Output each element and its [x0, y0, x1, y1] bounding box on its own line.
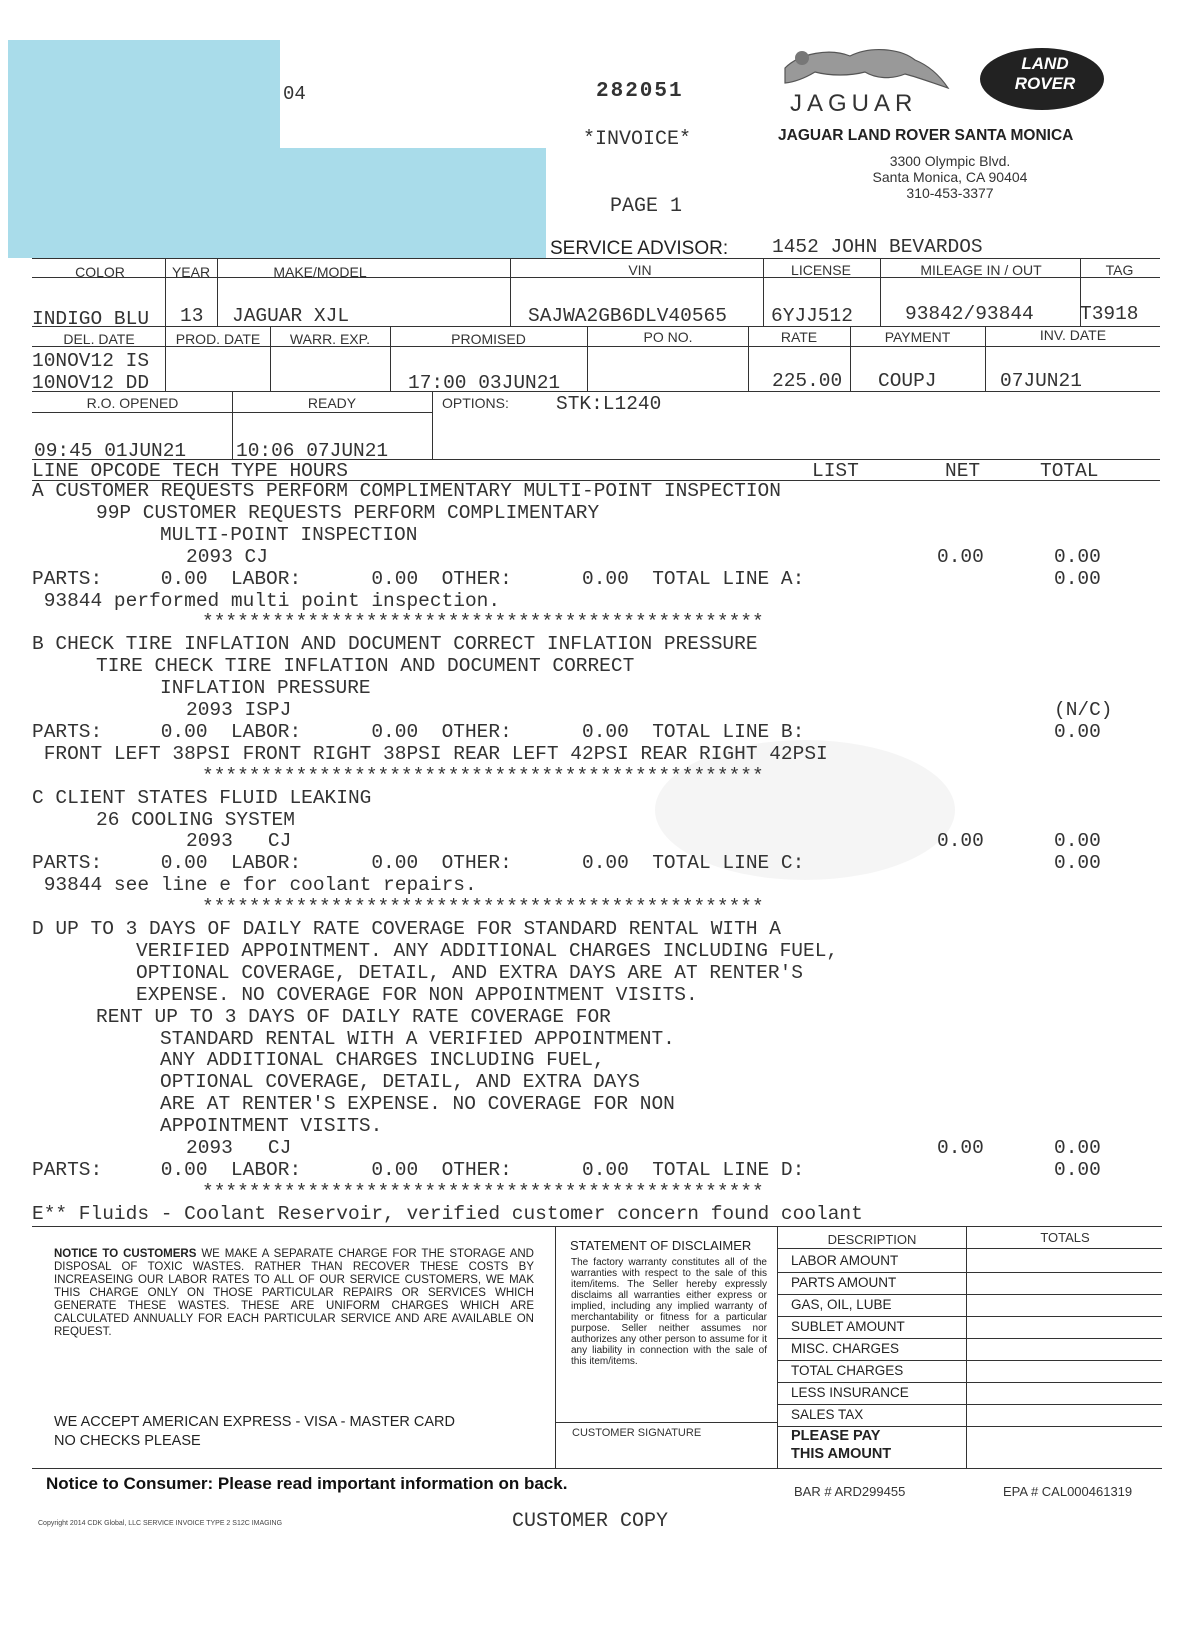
- please-pay-line1: PLEASE PAY: [791, 1428, 881, 1444]
- summary-row-line: [777, 1360, 1162, 1361]
- line-item-text: STANDARD RENTAL WITH A VERIFIED APPOINTMENT.: [160, 1027, 675, 1050]
- line-item-text: ARE AT RENTER'S EXPENSE. NO COVERAGE FOR NON: [160, 1093, 675, 1116]
- col-mileage-header: MILEAGE IN / OUT: [920, 262, 1042, 278]
- footer-divider-3: [966, 1226, 967, 1468]
- summary-row-label: SUBLET AMOUNT: [791, 1319, 905, 1334]
- col-make-model-header: MAKE/MODEL: [273, 264, 367, 280]
- line-item-text: ************************************************: [202, 896, 764, 919]
- footer-top-line: [32, 1226, 1162, 1227]
- promised-header: PROMISED: [451, 331, 526, 347]
- notice-bold: NOTICE TO CUSTOMERS: [54, 1248, 197, 1260]
- line-item-text: VERIFIED APPOINTMENT. ANY ADDITIONAL CHARGES INCLUDING FUEL,: [136, 939, 839, 962]
- line-total-value: 0.00: [1054, 852, 1101, 875]
- col-color-header: COLOR: [75, 264, 125, 280]
- line-item-text: RENT UP TO 3 DAYS OF DAILY RATE COVERAGE FOR: [96, 1005, 611, 1028]
- line-total-value: 0.00: [1054, 545, 1101, 568]
- service-advisor-label: SERVICE ADVISOR:: [550, 238, 729, 259]
- line-item-text: 2093 CJ: [186, 1137, 292, 1159]
- totals-header: TOTALS: [1040, 1230, 1090, 1245]
- divider: [390, 326, 391, 391]
- jaguar-leaper-icon: [780, 38, 950, 93]
- line-item-text: C CLIENT STATES FLUID LEAKING: [32, 786, 372, 809]
- po-no-header: PO NO.: [643, 329, 693, 345]
- divider: [165, 326, 166, 391]
- line-item-text: PARTS: 0.00 LABOR: 0.00 OTHER: 0.00 TOTAL LINE D:: [32, 1158, 805, 1181]
- divider: [270, 326, 271, 391]
- col-net-header: NET: [945, 460, 981, 482]
- prod-date-header: PROD. DATE: [175, 331, 261, 347]
- line-item-text: ************************************************: [202, 764, 764, 787]
- divider: [587, 326, 588, 391]
- signature-line: [555, 1422, 777, 1423]
- line-item-text: PARTS: 0.00 LABOR: 0.00 OTHER: 0.00 TOTAL LINE A:: [32, 567, 805, 590]
- table-row2-bottom-line: [32, 391, 1160, 392]
- summary-row-label: MISC. CHARGES: [791, 1341, 900, 1356]
- page-label: PAGE 1: [610, 195, 683, 218]
- col-license-header: LICENSE: [791, 262, 851, 278]
- rate-header: RATE: [780, 329, 818, 345]
- summary-row-line: [777, 1316, 1162, 1317]
- summary-row-label: PARTS AMOUNT: [791, 1275, 897, 1290]
- del-date-value-2: 10NOV12 DD: [32, 372, 150, 394]
- invoice-number: 282051: [596, 80, 684, 103]
- redacted-block-bottom: [270, 148, 546, 258]
- epa-number: EPA # CAL000461319: [1003, 1484, 1133, 1499]
- line-item-text: INFLATION PRESSURE: [160, 677, 371, 700]
- disclaimer-title: STATEMENT OF DISCLAIMER: [570, 1238, 752, 1253]
- line-net-value: 0.00: [937, 830, 984, 853]
- summary-row-label: TOTAL CHARGES: [791, 1363, 904, 1378]
- del-date-header: DEL. DATE: [63, 331, 135, 347]
- color-value: INDIGO BLU: [32, 308, 150, 330]
- notice-text: WE MAKE A SEPARATE CHARGE FOR THE STORAGE AND DISPOSAL OF TOXIC WASTES. RATHER THAN RECOVER THESE COSTS BY INCREASEING OUR LABOR RATES TO ALL OF OUR SERVICE CUSTOMERS, WE MAK THIS CHARGE ONLY ON THOSE PARTICULAR REPAIRS OR SERVICES WHICH GENERATE THESE WASTES. THESE ARE UNIFORM CHARGES WHICH ARE CALCULATED ANNUALLY FOR EACH PARTICULAR SERVICE AND ARE AVAILABLE ON REQUEST.: [54, 1248, 534, 1338]
- line-total-value: 0.00: [1054, 1158, 1101, 1181]
- divider: [850, 326, 851, 391]
- line-item-text: E** Fluids - Coolant Reservoir, verified customer concern found coolant: [32, 1202, 863, 1225]
- line-total-value: (N/C): [1054, 699, 1113, 721]
- col-tag-header: TAG: [1105, 262, 1134, 278]
- inv-date-header: INV. DATE: [1039, 327, 1107, 343]
- col-list-header: LIST: [812, 460, 859, 482]
- year-value: 13: [180, 305, 204, 327]
- license-value: 6YJJ512: [771, 305, 853, 327]
- line-total-value: 0.00: [1054, 720, 1101, 743]
- line-item-text: 99P CUSTOMER REQUESTS PERFORM COMPLIMENTARY: [96, 501, 600, 524]
- copyright: Copyright 2014 CDK Global, LLC SERVICE INVOICE TYPE 2 S12C IMAGING: [38, 1520, 283, 1527]
- inv-date-value: 07JUN21: [1000, 370, 1082, 392]
- line-total-value: 0.00: [1054, 1137, 1101, 1159]
- line-item-text: MULTI-POINT INSPECTION: [160, 523, 418, 546]
- customer-copy: CUSTOMER COPY: [512, 1510, 669, 1533]
- description-header: DESCRIPTION: [827, 1232, 917, 1247]
- rate-value: 225.00: [772, 370, 843, 392]
- service-advisor-value: 1452 JOHN BEVARDOS: [772, 236, 983, 258]
- landrover-logo-text-2: ROVER: [1014, 74, 1076, 93]
- col-vin-header: VIN: [628, 262, 652, 278]
- divider: [985, 326, 986, 391]
- summary-row-label: LABOR AMOUNT: [791, 1253, 899, 1268]
- line-item-text: OPTIONAL COVERAGE, DETAIL, AND EXTRA DAYS ARE AT RENTER'S: [136, 961, 804, 984]
- summary-row-label: SALES TAX: [791, 1407, 864, 1422]
- jaguar-logo-text: JAGUAR: [790, 90, 918, 117]
- dealer-phone: 310-453-3377: [906, 185, 994, 201]
- table-top-line: [32, 258, 1160, 259]
- bar-number: BAR # ARD299455: [794, 1484, 906, 1499]
- ready-value: 10:06 07JUN21: [236, 440, 389, 462]
- mileage-value: 93842/93844: [905, 303, 1034, 325]
- summary-row-line: [777, 1404, 1162, 1405]
- summary-row-line: [777, 1426, 1162, 1427]
- disclaimer-text: The factory warranty constitutes all of the warranties with respect to the sale of this item/items. The Seller hereby expressly disclaims all warranties either express or implied, including any implied warranty of merchantability or fitness for a particular purpose. Seller neither assumes nor authorizes any other person to assume for it any liability in connection with the sale of this item/items.: [571, 1257, 767, 1367]
- line-total-value: 0.00: [1054, 830, 1101, 853]
- summary-row-line: [777, 1294, 1162, 1295]
- line-item-text: OPTIONAL COVERAGE, DETAIL, AND EXTRA DAYS: [160, 1071, 640, 1094]
- line-item-text: FRONT LEFT 38PSI FRONT RIGHT 38PSI REAR LEFT 42PSI REAR RIGHT 42PSI: [32, 742, 828, 765]
- footer-divider-1: [555, 1226, 556, 1468]
- line-item-text: 2093 CJ: [186, 545, 268, 568]
- dealer-address1: 3300 Olympic Blvd.: [889, 153, 1011, 169]
- summary-row-line: [777, 1272, 1162, 1273]
- summary-row-line: [777, 1338, 1162, 1339]
- summary-header-line: [777, 1248, 1162, 1249]
- make-model-value: JAGUAR XJL: [232, 305, 350, 327]
- vin-value: SAJWA2GB6DLV40565: [528, 305, 727, 327]
- payment-header: PAYMENT: [884, 329, 951, 345]
- line-item-text: 26 COOLING SYSTEM: [96, 808, 295, 831]
- line-item-text: D UP TO 3 DAYS OF DAILY RATE COVERAGE FOR STANDARD RENTAL WITH A: [32, 918, 781, 940]
- line-item-text: PARTS: 0.00 LABOR: 0.00 OTHER: 0.00 TOTAL LINE C:: [32, 852, 805, 875]
- dealer-address2: Santa Monica, CA 90404: [872, 169, 1028, 185]
- summary-row-label: LESS INSURANCE: [791, 1385, 909, 1400]
- accept-cards-line1: WE ACCEPT AMERICAN EXPRESS - VISA - MASTER CARD: [54, 1414, 455, 1430]
- options-header: OPTIONS:: [442, 395, 509, 411]
- divider: [510, 258, 511, 326]
- accept-cards-line2: NO CHECKS PLEASE: [54, 1433, 201, 1449]
- line-item-text: EXPENSE. NO COVERAGE FOR NON APPOINTMENT VISITS.: [136, 983, 698, 1006]
- promised-value: 17:00 03JUN21: [408, 372, 561, 394]
- divider: [217, 258, 218, 326]
- del-date-value-1: 10NOV12 IS: [32, 350, 150, 372]
- line-net-value: 0.00: [937, 545, 984, 568]
- divider: [748, 326, 749, 391]
- ready-header: READY: [307, 395, 357, 411]
- line-item-text: 2093 ISPJ: [186, 699, 292, 721]
- footer-divider-2: [777, 1226, 778, 1468]
- divider: [432, 391, 433, 459]
- line-item-text: APPOINTMENT VISITS.: [160, 1115, 383, 1138]
- options-value: STK:L1240: [556, 393, 662, 415]
- ro-opened-value: 09:45 01JUN21: [34, 440, 187, 462]
- line-item-text: 93844 performed multi point inspection.: [32, 589, 501, 612]
- line-total-value: 0.00: [1054, 567, 1101, 590]
- line-item-text: PARTS: 0.00 LABOR: 0.00 OTHER: 0.00 TOTAL LINE B:: [32, 720, 805, 743]
- summary-row-line: [777, 1382, 1162, 1383]
- divider: [880, 258, 881, 326]
- landrover-logo-text-1: LAND: [1021, 54, 1069, 73]
- line-item-text: A CUSTOMER REQUESTS PERFORM COMPLIMENTARY MULTI-POINT INSPECTION: [32, 480, 781, 502]
- toxic-waste-notice: [54, 1248, 534, 1339]
- redacted-block-top: [8, 40, 280, 258]
- tag-value: T3918: [1080, 303, 1139, 325]
- warr-exp-header: WARR. EXP.: [289, 331, 371, 347]
- col-total-header: TOTAL: [1040, 460, 1099, 482]
- footer-bottom-line: [32, 1468, 1162, 1469]
- line-net-value: 0.00: [937, 1137, 984, 1159]
- please-pay-line2: THIS AMOUNT: [791, 1446, 892, 1462]
- divider: [165, 258, 166, 326]
- line-item-text: ************************************************: [202, 1180, 764, 1203]
- line-item-text: TIRE CHECK TIRE INFLATION AND DOCUMENT CORRECT: [96, 655, 635, 678]
- col-year-header: YEAR: [171, 264, 211, 280]
- line-items: [32, 480, 1160, 1225]
- lines-column-header: LINE OPCODE TECH TYPE HOURS: [32, 460, 348, 482]
- payment-value: COUPJ: [878, 370, 937, 392]
- line-item-text: ANY ADDITIONAL CHARGES INCLUDING FUEL,: [160, 1049, 605, 1072]
- line-item-text: 93844 see line e for coolant repairs.: [32, 874, 477, 897]
- ro-opened-header: R.O. OPENED: [86, 395, 179, 411]
- consumer-notice: Notice to Consumer: Please read important information on back.: [46, 1474, 568, 1493]
- customer-signature-label: CUSTOMER SIGNATURE: [572, 1427, 702, 1439]
- line-item-text: 2093 CJ: [186, 830, 292, 853]
- invoice-label: *INVOICE*: [583, 128, 692, 151]
- partial-number: 04: [283, 83, 306, 105]
- line-item-text: ************************************************: [202, 611, 764, 634]
- divider: [232, 391, 233, 459]
- divider: [763, 258, 764, 326]
- line-item-text: B CHECK TIRE INFLATION AND DOCUMENT CORRECT INFLATION PRESSURE: [32, 633, 758, 656]
- summary-row-label: GAS, OIL, LUBE: [791, 1297, 892, 1312]
- dealer-name: JAGUAR LAND ROVER SANTA MONICA: [778, 127, 1074, 144]
